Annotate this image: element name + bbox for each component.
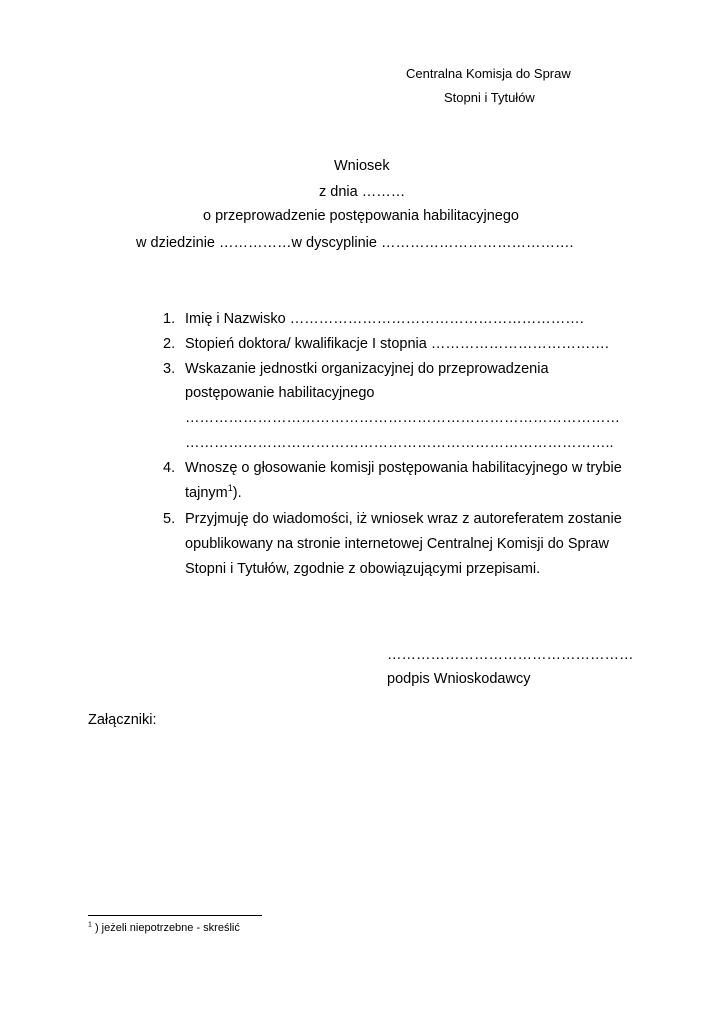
list-number: 1. [163, 311, 176, 327]
signature-label: podpis Wnioskodawcy [387, 671, 531, 687]
addressee-line-1: Centralna Komisja do Spraw [406, 66, 571, 81]
attachments-label: Załączniki: [88, 712, 157, 728]
list-item-text: Imię i Nazwisko ……………………………………………………. [185, 311, 584, 327]
addressee-line-2: Stopni i Tytułów [444, 90, 535, 105]
list-item-text: Wnoszę o głosowanie komisji postępowania habilitacyjnego w trybie [185, 460, 622, 476]
subject-line: o przeprowadzenie postępowania habilitacyjnego [203, 208, 519, 224]
list-item-text: Przyjmuję do wiadomości, iż wniosek wraz z autoreferatem zostanie [185, 511, 622, 527]
footnote-text: ) jeżeli niepotrzebne - skreślić [91, 922, 240, 934]
list-item-text [185, 485, 242, 501]
footnote-separator [88, 915, 262, 916]
list-item-text: Stopni i Tytułów, zgodnie z obowiązującymi przepisami. [185, 561, 541, 577]
document-title: Wniosek [334, 158, 390, 174]
list-item-dotted-line: …………………………………………………………………………….. [185, 435, 614, 451]
list-item-dotted-line: ……………………………………………………………………………… [185, 410, 620, 426]
list-number: 3. [163, 361, 176, 377]
signature-line: …………………………………………… [387, 647, 634, 663]
list-item-text: Wskazanie jednostki organizacyjnej do przeprowadzenia [185, 361, 549, 377]
footnote-marker: 1 [88, 921, 92, 929]
footnote [88, 922, 240, 934]
list-item-text: Stopień doktora/ kwalifikacje I stopnia ………………………………. [185, 336, 609, 352]
footnote-reference: 1 [227, 483, 233, 494]
list-number: 5. [163, 511, 176, 527]
list-number: 2. [163, 336, 176, 352]
field-discipline-line: w dziedzinie ……………w dyscyplinie …………………………………. [136, 235, 574, 251]
date-line: z dnia ……… [319, 184, 406, 200]
list-number: 4. [163, 460, 176, 476]
list-item-text: postępowanie habilitacyjnego [185, 385, 375, 401]
list-item-text-part: ). [232, 485, 242, 501]
list-item-text-part: tajnym [185, 485, 228, 501]
list-item-text: opublikowany na stronie internetowej Centralnej Komisji do Spraw [185, 536, 609, 552]
